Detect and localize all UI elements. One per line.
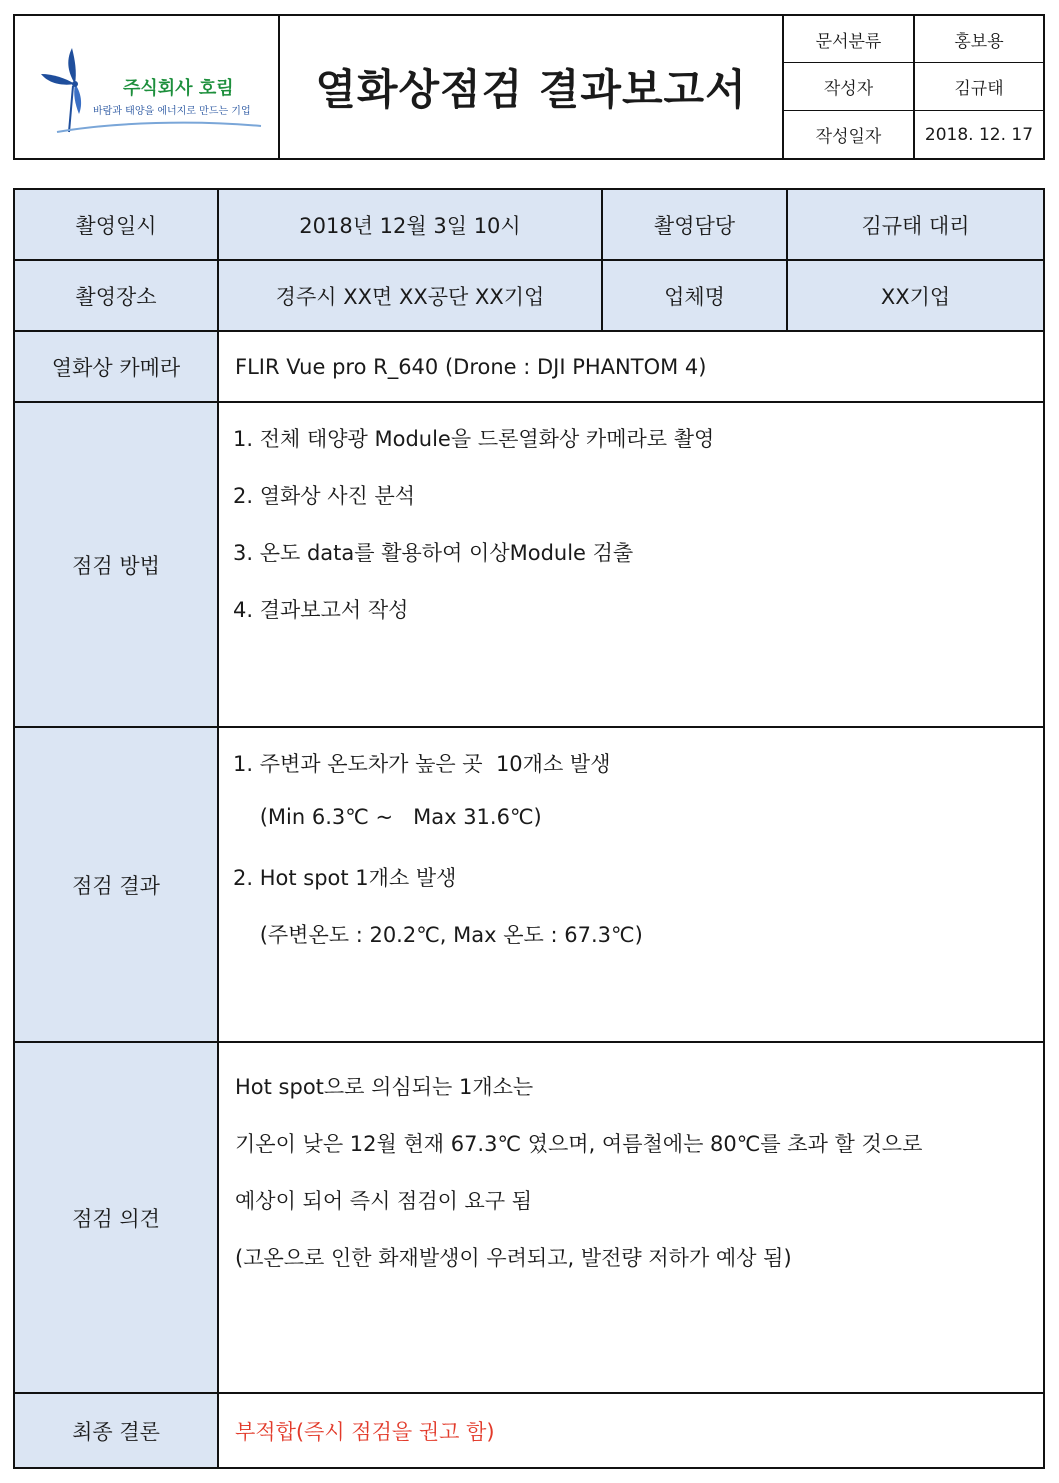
document-header <box>13 14 1045 160</box>
result-line: 2. Hot spot 1개소 발생 <box>233 866 457 890</box>
opinion-line: (고온으로 인한 화재발생이 우려되고, 발전량 저하가 예상 됨) <box>235 1246 792 1270</box>
result-line: 1. 주변과 온도차가 높은 곳 10개소 발생 <box>233 752 611 776</box>
shoot-datetime-value: 2018년 12월 3일 10시 <box>219 190 603 261</box>
conclusion-label: 최종 결론 <box>15 1394 219 1467</box>
method-list <box>219 403 1043 728</box>
shoot-person-label: 촬영담당 <box>603 190 788 261</box>
company-value: XX기업 <box>788 261 1043 332</box>
inspection-table <box>13 188 1045 1469</box>
meta-row-author <box>784 63 1043 111</box>
meta-value: 홍보용 <box>954 31 1004 52</box>
opinion-label: 점검 의견 <box>15 1043 219 1394</box>
meta-value: 김규태 <box>954 79 1004 99</box>
method-label: 점검 방법 <box>15 403 219 728</box>
result-label: 점검 결과 <box>15 728 219 1043</box>
logo-swoosh <box>55 116 265 138</box>
method-line: 4. 결과보고서 작성 <box>233 598 409 622</box>
result-list <box>219 728 1043 1043</box>
meta-row-category <box>784 16 1043 63</box>
method-line: 3. 온도 data를 활용하여 이상Module 검출 <box>233 541 634 565</box>
company-label: 업체명 <box>603 261 788 332</box>
shoot-person-value: 김규태 대리 <box>788 190 1043 261</box>
conclusion-value: 부적합(즉시 점검을 권고 함) <box>235 1419 495 1444</box>
company-name: 주식회사 호림 <box>123 78 234 99</box>
document-title: 열화상점검 결과보고서 <box>280 16 784 158</box>
company-logo-block <box>15 16 280 158</box>
shoot-place-value: 경주시 XX면 XX공단 XX기업 <box>219 261 603 332</box>
camera-value: FLIR Vue pro R_640 (Drone : DJI PHANTOM 4) <box>219 332 1043 403</box>
method-line: 2. 열화상 사진 분석 <box>233 484 416 508</box>
result-line: (주변온도 : 20.2℃, Max 온도 : 67.3℃) <box>233 923 643 947</box>
opinion-line: Hot spot으로 의심되는 1개소는 <box>235 1075 534 1099</box>
meta-key: 작성자 <box>784 63 915 110</box>
result-line: (Min 6.3℃ ~ Max 31.6℃) <box>233 805 542 829</box>
opinion-line: 예상이 되어 즉시 점검이 요구 됨 <box>235 1189 533 1213</box>
method-line: 1. 전체 태양광 Module을 드론열화상 카메라로 촬영 <box>233 427 715 451</box>
opinion-list <box>219 1043 1043 1394</box>
meta-key: 문서분류 <box>784 16 915 62</box>
camera-label: 열화상 카메라 <box>15 332 219 403</box>
opinion-line: 기온이 낮은 12월 현재 67.3℃ 였으며, 여름철에는 80℃를 초과 할 것으로 <box>235 1132 923 1156</box>
meta-value: 2018. 12. 17 <box>924 124 1034 145</box>
shoot-place-label: 촬영장소 <box>15 261 219 332</box>
meta-key: 작성일자 <box>784 111 915 158</box>
shoot-datetime-label: 촬영일시 <box>15 190 219 261</box>
company-slogan: 바람과 태양을 에너지로 만드는 기업 <box>93 106 251 117</box>
meta-row-date <box>784 111 1043 158</box>
